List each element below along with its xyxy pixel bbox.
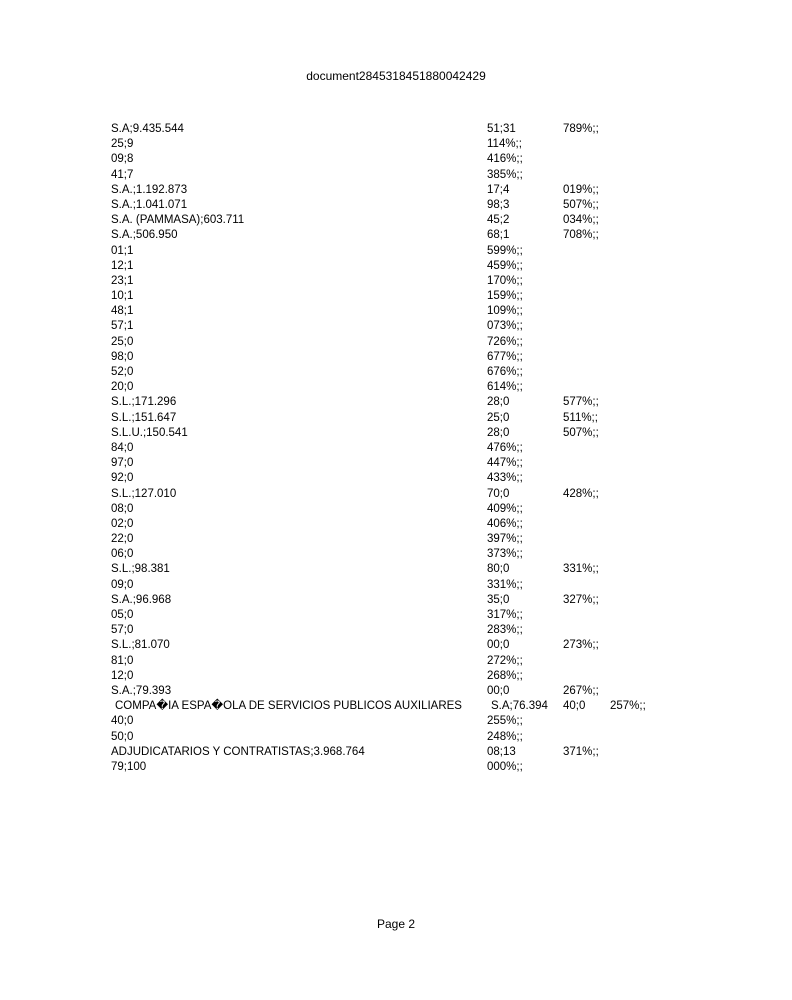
table-cell: 40;0: [111, 715, 134, 728]
table-cell: 70;0: [487, 487, 510, 500]
table-cell: S.L.;98.381: [111, 563, 170, 576]
table-row: [0, 335, 792, 350]
table-cell: S.A.;1.192.873: [111, 183, 188, 196]
table-cell: S.A.;1.041.071: [111, 198, 188, 211]
table-cell: 159%;;: [487, 290, 523, 303]
table-cell: 00;0: [487, 639, 510, 652]
page-footer: Page 2: [376, 917, 416, 931]
table-row: [0, 502, 792, 517]
table-cell: 385%;;: [487, 168, 523, 181]
table-row: [0, 122, 792, 137]
table-cell: 92;0: [111, 472, 134, 485]
table-row: [0, 395, 792, 410]
table-row: [0, 532, 792, 547]
table-row: [0, 183, 792, 198]
table-row: [0, 441, 792, 456]
table-row: [0, 654, 792, 669]
table-cell: 327%;;: [563, 593, 599, 606]
table-row: [0, 745, 792, 760]
table-cell: S.L.U.;150.541: [111, 426, 188, 439]
table-cell: 57;0: [111, 624, 134, 637]
table-row: [0, 350, 792, 365]
table-row: [0, 365, 792, 380]
table-cell: 406%;;: [487, 517, 523, 530]
table-row: [0, 669, 792, 684]
table-cell: 371%;;: [563, 745, 599, 758]
table-cell: 00;0: [487, 684, 510, 697]
table-cell: 02;0: [111, 517, 134, 530]
table-cell: 677%;;: [487, 350, 523, 363]
table-cell: 20;0: [111, 381, 134, 394]
table-cell: S.A;9.435.544: [111, 123, 184, 135]
table-cell: 80;0: [487, 563, 510, 576]
table-cell: 98;0: [111, 350, 134, 363]
table-row: [0, 684, 792, 699]
table-row: [0, 593, 792, 608]
table-cell: 511%;;: [563, 411, 598, 424]
table-cell: S.L.;171.296: [111, 396, 177, 409]
table-row: [0, 228, 792, 243]
table-cell: 614%;;: [487, 381, 523, 394]
table-cell: 331%;;: [563, 563, 599, 576]
table-row: [0, 608, 792, 623]
table-cell: 255%;;: [487, 715, 523, 728]
table-cell: 79;100: [111, 760, 147, 773]
table-row: [0, 244, 792, 259]
table-row: [0, 760, 792, 775]
table-cell: S.A.;506.950: [111, 229, 178, 242]
table-row: [0, 456, 792, 471]
table-cell: 109%;;: [487, 305, 523, 318]
table-row: [0, 274, 792, 289]
table-cell: 373%;;: [487, 548, 523, 561]
table-row: [0, 319, 792, 334]
table-cell: 57;1: [111, 320, 134, 333]
table-cell: 10;1: [111, 290, 134, 303]
document-title: document2845318451880042429: [306, 69, 486, 83]
table-row: [0, 411, 792, 426]
table-cell: 68;1: [487, 229, 510, 242]
data-table: [0, 122, 792, 775]
table-cell: 397%;;: [487, 533, 523, 546]
table-row: [0, 638, 792, 653]
table-cell: 25;0: [111, 335, 134, 348]
table-cell: 272%;;: [487, 654, 523, 667]
table-cell: 23;1: [111, 274, 134, 287]
table-cell: 28;0: [487, 426, 510, 439]
table-cell: 283%;;: [487, 624, 523, 637]
table-row: [0, 730, 792, 745]
table-cell: S.A. (PAMMASA);603.711: [111, 214, 245, 227]
table-row: [0, 714, 792, 729]
table-cell: COMPA�IA ESPA�OLA DE SERVICIOS PUBLICOS AUXILIARES: [115, 700, 462, 713]
table-cell: 08;0: [111, 502, 134, 515]
table-cell: 248%;;: [487, 730, 523, 743]
table-cell: 28;0: [487, 396, 510, 409]
table-row: [0, 380, 792, 395]
table-cell: 433%;;: [487, 472, 523, 485]
table-row: [0, 699, 792, 714]
table-cell: 273%;;: [563, 639, 599, 652]
table-cell: 17;4: [487, 183, 510, 196]
table-cell: 447%;;: [487, 457, 523, 470]
table-cell: 019%;;: [563, 183, 599, 196]
table-cell: 034%;;: [563, 214, 599, 227]
table-cell: 12;1: [111, 259, 134, 272]
table-cell: 789%;;: [563, 123, 599, 135]
table-cell: 52;0: [111, 366, 134, 378]
table-row: [0, 137, 792, 152]
table-cell: 01;1: [111, 244, 134, 257]
table-cell: 577%;;: [563, 396, 599, 409]
table-row: [0, 471, 792, 486]
table-cell: 84;0: [111, 441, 134, 454]
table-cell: 416%;;: [487, 153, 523, 166]
table-cell: S.L.;127.010: [111, 487, 177, 500]
table-cell: 45;2: [487, 214, 510, 227]
table-row: [0, 304, 792, 319]
table-row: [0, 289, 792, 304]
table-cell: 267%;;: [563, 684, 599, 697]
table-cell: S.A.;96.968: [111, 593, 172, 606]
table-cell: S.A.;79.393: [111, 684, 172, 697]
table-cell: 331%;;: [487, 578, 523, 591]
table-cell: S.L.;151.647: [111, 411, 177, 424]
table-cell: 12;0: [111, 669, 134, 682]
table-cell: 81;0: [111, 654, 134, 667]
table-cell: 170%;;: [487, 274, 523, 287]
table-cell: 459%;;: [487, 259, 523, 272]
table-cell: 268%;;: [487, 669, 523, 682]
table-cell: 25;0: [487, 411, 510, 424]
table-cell: 257%;;: [610, 700, 646, 713]
table-cell: 708%;;: [563, 229, 599, 242]
table-row: [0, 168, 792, 183]
table-cell: 08;13: [487, 745, 516, 758]
table-cell: S.A;76.394: [491, 700, 548, 713]
table-cell: 06;0: [111, 548, 134, 561]
table-cell: 428%;;: [563, 487, 599, 500]
table-row: [0, 547, 792, 562]
table-cell: 507%;;: [563, 198, 599, 211]
table-cell: 09;0: [111, 578, 134, 591]
table-cell: 09;8: [111, 153, 134, 166]
table-row: [0, 578, 792, 593]
table-cell: 409%;;: [487, 502, 523, 515]
table-row: [0, 623, 792, 638]
table-cell: 50;0: [111, 730, 134, 743]
table-row: [0, 426, 792, 441]
table-cell: 507%;;: [563, 426, 599, 439]
table-row: [0, 152, 792, 167]
table-cell: 25;9: [111, 138, 134, 151]
table-row: [0, 259, 792, 274]
table-cell: 97;0: [111, 457, 134, 470]
table-cell: 726%;;: [487, 335, 523, 348]
table-row: [0, 562, 792, 577]
table-cell: 35;0: [487, 593, 510, 606]
table-cell: 000%;;: [487, 760, 523, 773]
table-row: [0, 213, 792, 228]
table-cell: 599%;;: [487, 244, 523, 257]
table-cell: 114%;;: [487, 138, 522, 151]
table-cell: 98;3: [487, 198, 510, 211]
table-cell: 22;0: [111, 533, 134, 546]
table-cell: 48;1: [111, 305, 134, 318]
table-cell: 51;31: [487, 123, 516, 135]
table-cell: 05;0: [111, 609, 134, 621]
table-cell: ADJUDICATARIOS Y CONTRATISTAS;3.968.764: [111, 745, 365, 758]
table-cell: 40;0: [563, 700, 586, 713]
table-cell: 073%;;: [487, 320, 523, 333]
table-cell: 676%;;: [487, 366, 523, 378]
table-cell: S.L.;81.070: [111, 639, 170, 652]
table-row: [0, 198, 792, 213]
table-row: [0, 517, 792, 532]
table-cell: 317%;;: [487, 609, 523, 621]
table-row: [0, 487, 792, 502]
table-cell: 41;7: [111, 168, 134, 181]
table-cell: 476%;;: [487, 441, 523, 454]
